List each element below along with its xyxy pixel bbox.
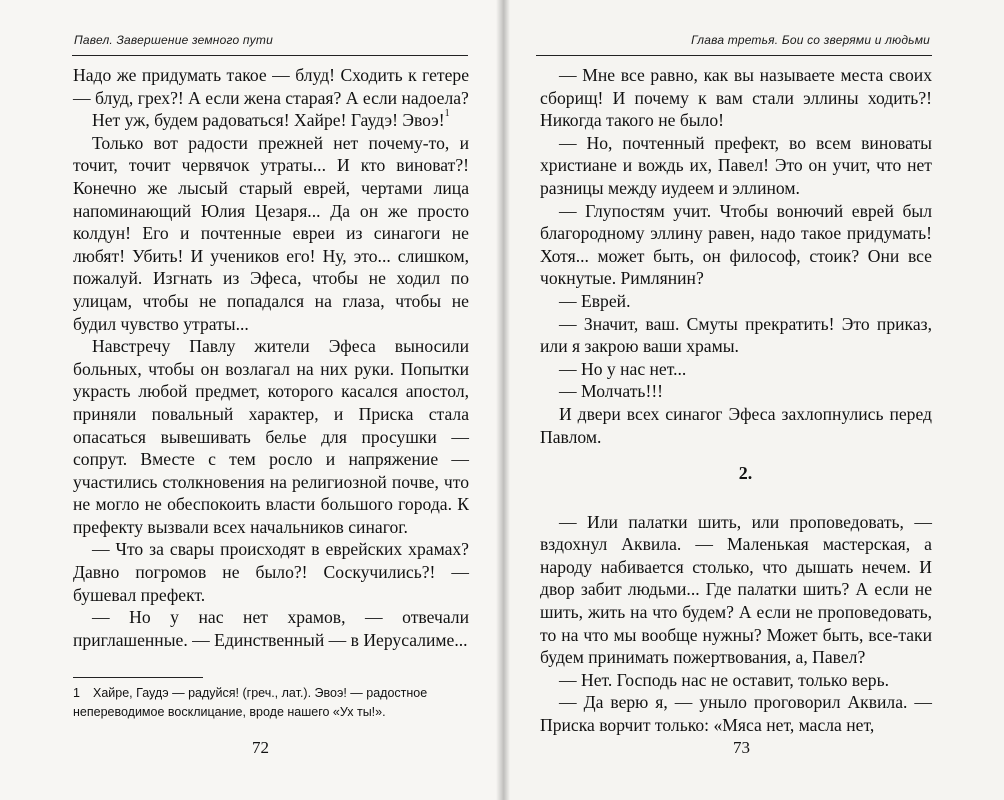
paragraph: — Что за свары происходят в еврейских храмах? Давно погромов не было?! Соскучились?! — бушевал префект.	[73, 539, 469, 605]
right-page-body	[540, 64, 932, 737]
footnote-marker: 1	[444, 108, 450, 120]
right-page-number: 73	[733, 738, 750, 757]
paragraph: — Или палатки шить, или проповедовать, — вздохнул Аквила. — Маленькая мастерская, а народу набивается столько, что дышать нечем. И двор забит людьми... Где палатки шить? А если не шить, жить на что будем? А если не проповедовать, то на что мы вообще нужны? Может быть, все-таки будем принимать пожертвования, а, Павел?	[540, 511, 932, 668]
paragraph: — Да верю я, — уныло проговорил Аквила. — Приска ворчит только: «Мяса нет, масла нет,	[540, 692, 932, 736]
footnote-number: 1	[73, 686, 80, 700]
paragraph: — Значит, ваш. Смуты прекратить! Это приказ, или я закрою ваши храмы.	[540, 313, 932, 357]
paragraph: Надо же придумать такое — блуд! Сходить к гетере — блуд, грех?! А если жена старая? А если надоела?	[73, 65, 469, 108]
paragraph: Навстречу Павлу жители Эфеса выносили больных, чтобы он возлагал на них руки. Попытки украсть любой предмет, которого касался апостол, приняли повальный характер, и Приска стала опасаться вывешивать белье для просушки — сопрут. Вместе с тем росло и напряжение — участились столкновения на религиозной почве, что не могло не обеспокоить власти большого города. К префекту вызвали всех начальников синагог.	[73, 336, 469, 537]
paragraph: — Нет. Господь нас не оставит, только верь.	[559, 669, 890, 690]
paragraph: — Мне все равно, как вы называете места своих сборищ! И почему к вам стали эллины ходить?! Никогда такого не было!	[540, 65, 932, 131]
paragraph: И двери всех синагог Эфеса захлопнулись перед Павлом.	[540, 403, 932, 447]
left-running-head: Павел. Завершение земного пути	[74, 33, 273, 47]
right-running-head: Глава третья. Бои со зверями и людьми	[691, 33, 930, 47]
paragraph: — Но, почтенный префект, во всем виноваты христиане и вождь их, Павел! Это он учит, что нет разницы между иудеем и эллином.	[540, 132, 932, 198]
footnote-text: Хайре, Гаудэ — радуйся! (греч., лат.). Эвоэ! — радостное непереводимое восклицание, вроде нашего «Ух ты!».	[73, 686, 428, 719]
left-page-body	[73, 64, 469, 651]
paragraph: — Еврей.	[559, 290, 631, 311]
left-header-rule	[72, 55, 468, 56]
left-page-number: 72	[252, 738, 269, 757]
paragraph: — Глупостям учит. Чтобы вонючий еврей был благородному эллину равен, надо такое придумать! Хотя... может быть, он философ, стоик? Они все чокнутые. Римлянин?	[540, 200, 932, 289]
right-page	[502, 0, 1004, 800]
right-header-rule	[536, 55, 932, 56]
paragraph: Только вот радости прежней нет почему-то, и точит, точит червячок утраты... И кто виноват?! Конечно же лысый старый еврей, чертами лица напоминающий Юлия Цезаря... Да он же просто колдун! Его и почтенные евреи из синагоги не любят! Убить! И учеников его! Ну, это... слишком, пожалуй. Изгнать из Эфеса, чтобы не ходил по улицам, чтобы не попадался на глаза, чтобы не будил чувство утраты...	[73, 132, 469, 334]
paragraph: — Но у нас нет храмов, — отвечали приглашенные. — Единственный — в Иерусалиме...	[73, 607, 469, 650]
section-number: 2.	[738, 463, 753, 484]
paragraph: — Но у нас нет...	[559, 358, 687, 379]
footnote	[73, 684, 469, 722]
paragraph: — Молчать!!!	[559, 381, 664, 402]
paragraph	[73, 109, 469, 132]
footnote-rule	[73, 677, 203, 678]
book-gutter-shadow	[496, 0, 510, 800]
paragraph-text: Нет уж, будем радоваться! Хайре! Гаудэ! Эвоэ!	[92, 110, 445, 131]
